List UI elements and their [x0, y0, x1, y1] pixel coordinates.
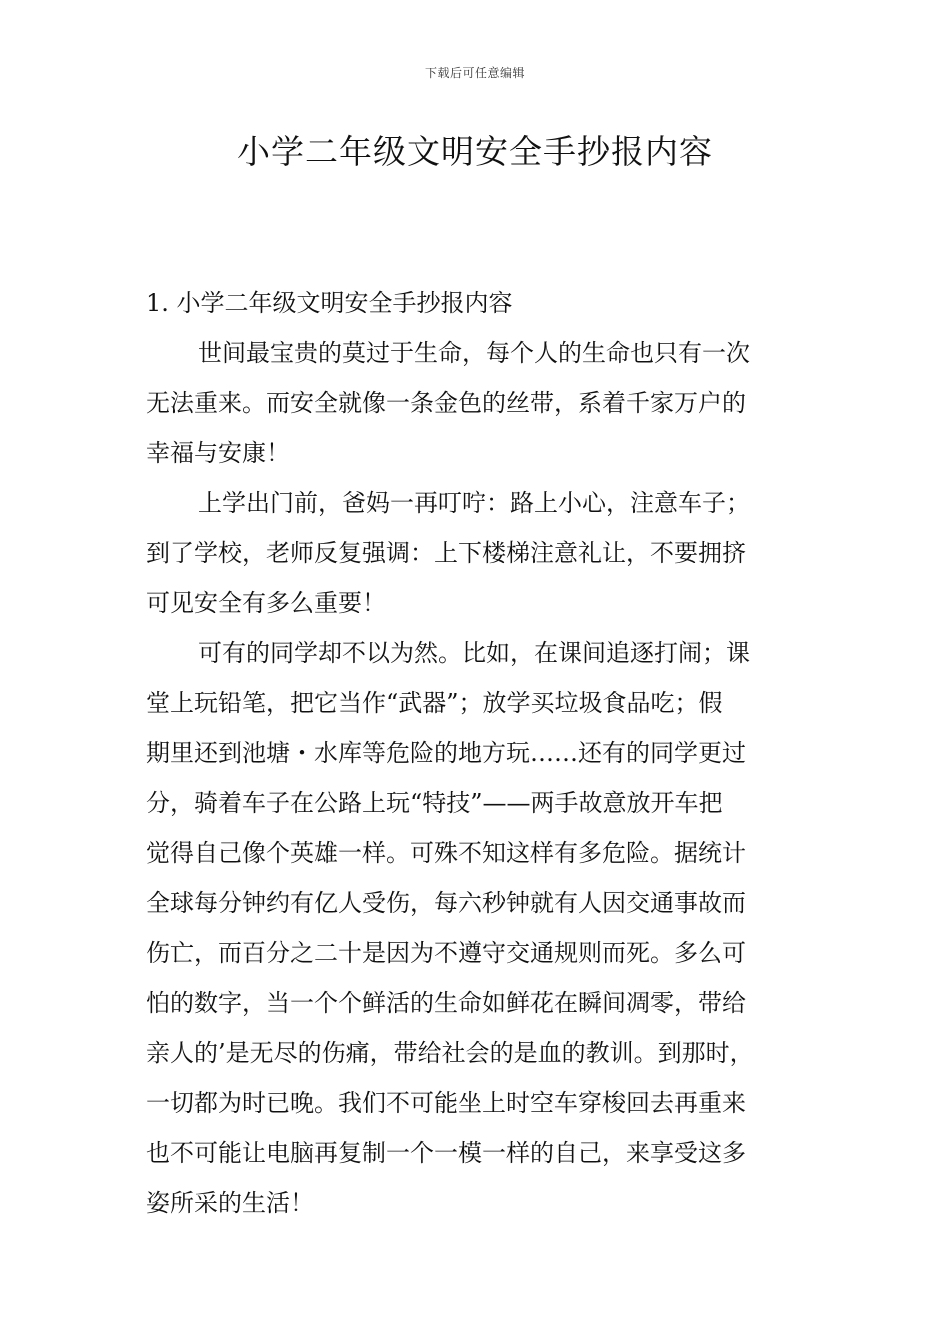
paragraph-line: 怕的数字，当一个个鲜活的生命如鲜花在瞬间凋零，带给	[146, 989, 746, 1017]
paragraph-2	[146, 478, 826, 628]
paragraph-line: 伤亡，而百分之二十是因为不遵守交通规则而死。多么可	[146, 939, 746, 967]
paragraph-3	[146, 628, 826, 1228]
paragraph-line: 可有的同学却不以为然。比如，在课间追逐打闹；课	[198, 639, 750, 667]
paragraph-line: 无法重来。而安全就像一条金色的丝带，系着千家万户的	[146, 389, 746, 417]
paragraph-line: 亲人的’是无尽的伤痛，带给社会的是血的教训。到那时，	[146, 1039, 754, 1067]
section-heading: 1. 小学二年级文明安全手抄报内容	[146, 289, 513, 317]
header-note: 下载后可任意编辑	[424, 66, 525, 80]
paragraph-line: 期里还到池塘・水库等危险的地方玩……还有的同学更过	[146, 739, 746, 767]
document-body	[146, 278, 826, 1228]
paragraph-1	[146, 328, 826, 478]
document-title: 小学二年级文明安全手抄报内容	[237, 132, 713, 171]
paragraph-line: 全球每分钟约有亿人受伤，每六秒钟就有人因交通事故而	[146, 889, 746, 917]
paragraph-line: 一切都为时已晚。我们不可能坐上时空车穿梭回去再重来	[146, 1089, 746, 1117]
paragraph-line: 世间最宝贵的莫过于生命，每个人的生命也只有一次	[198, 339, 750, 367]
paragraph-line: 堂上玩铅笔，把它当作“武器”；放学买垃圾食品吃；假	[146, 689, 723, 717]
paragraph-line: 也不可能让电脑再复制一个一模一样的自己，来享受这多	[146, 1139, 746, 1167]
paragraph-line: 幸福与安康！	[146, 439, 290, 467]
paragraph-line: 到了学校，老师反复强调：上下楼梯注意礼让，不要拥挤	[146, 539, 746, 567]
paragraph-line: 可见安全有多么重要！	[146, 589, 386, 617]
paragraph-line: 姿所采的生活！	[146, 1189, 314, 1217]
paragraph-line: 分，骑着车子在公路上玩“特技”——两手故意放开车把	[146, 789, 723, 817]
paragraph-line: 上学出门前，爸妈一再叮咛：路上小心，注意车子；	[198, 489, 750, 517]
paragraph-line: 觉得自己像个英雄一样。可殊不知这样有多危险。据统计	[146, 839, 746, 867]
